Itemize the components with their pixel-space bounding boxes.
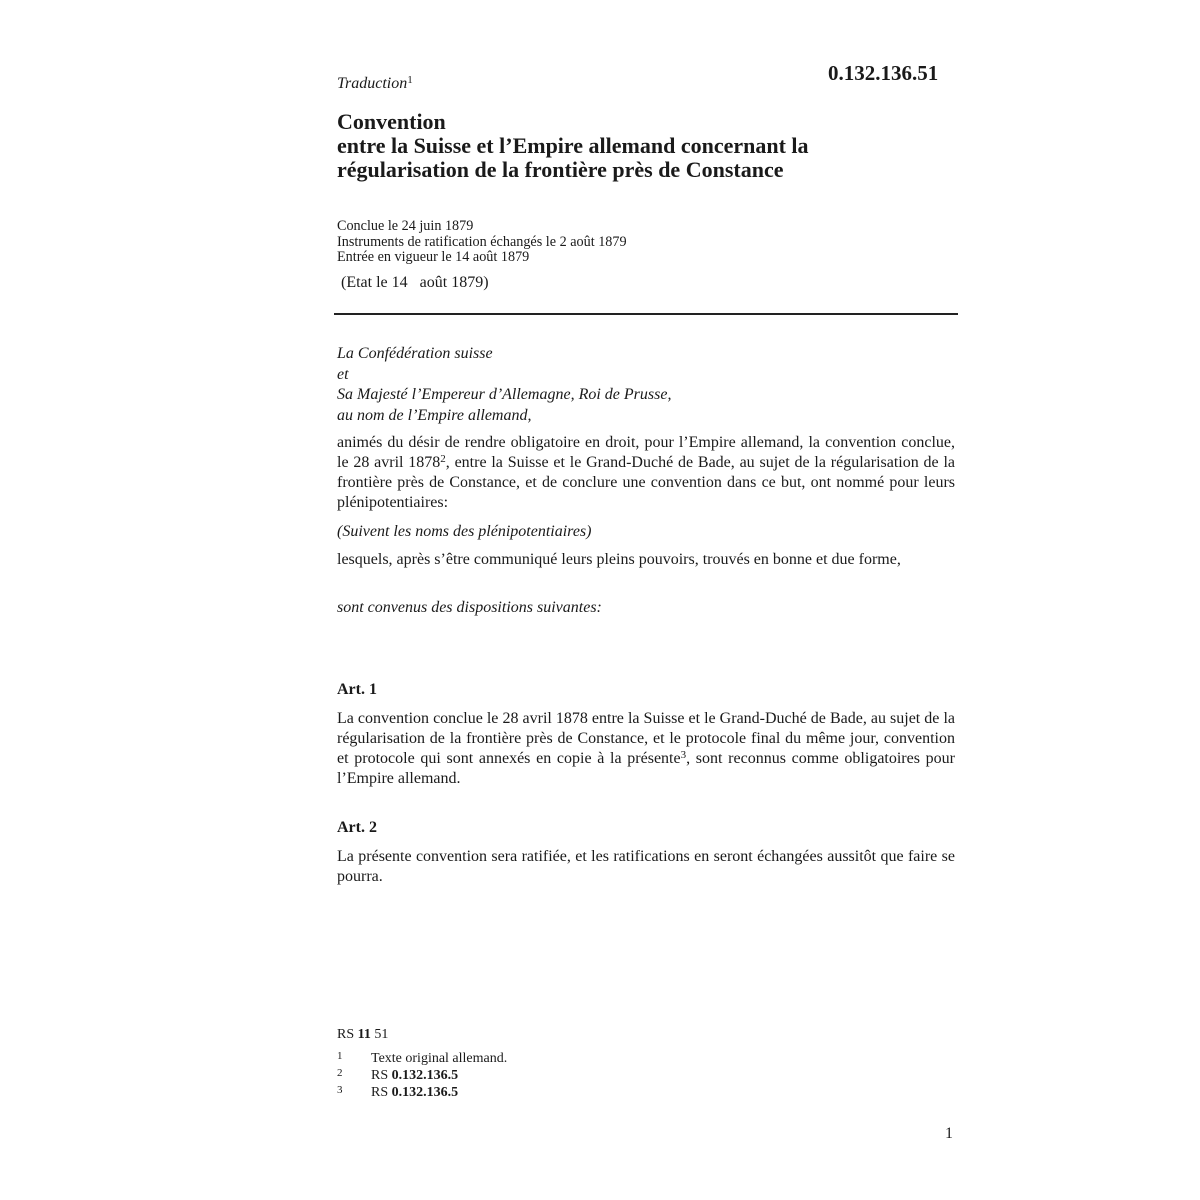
- translation-text: Traduction: [337, 75, 408, 92]
- article-1-text-part-2: , sont reconnus comme obligatoires pour l’Empire allemand.: [337, 750, 955, 787]
- document-number: 0.132.136.51: [828, 61, 939, 85]
- plenipotentiaries-note: (Suivent les noms des plénipotentiaires): [337, 523, 592, 540]
- document-title: [337, 110, 957, 182]
- footnote-3: [337, 1082, 458, 1101]
- rs-volume: 11: [357, 1027, 371, 1042]
- agreed-provisions: sont convenus des dispositions suivantes:: [337, 599, 602, 616]
- powers-paragraph: lesquels, après s’être communiqué leurs pleins pouvoirs, trouvés en bonne et due forme,: [337, 551, 901, 568]
- footnote-number: 3: [337, 1084, 343, 1096]
- party-line-4: au nom de l’Empire allemand,: [337, 406, 532, 424]
- rs-reference: [337, 1027, 388, 1043]
- footnote-rs-link[interactable]: 0.132.136.5: [391, 1085, 459, 1100]
- preamble-text-2: , entre la Suisse et le Grand-Duché de Bade, au sujet de la régularisation de la frontière près de Constance, et de conclure une convention dans ce but, ont nommé pour leurs plénipotentiaires:: [337, 454, 955, 511]
- ratification-date: Instruments de ratification échangés le 2 août 1879: [337, 233, 627, 250]
- article-1-text-part-1: La convention conclue le 28 avril 1878 entre la Suisse et le Grand-Duché de Bade, au sujet de la régularisation de la frontière près de Constance, et le protocole final du même jour, convention et protocole qui sont annexés en copie à la présente: [337, 710, 955, 767]
- preamble-text-1: animés du désir de rendre obligatoire en droit, pour l’Empire allemand, la convention conclue, le 28 avril 1878: [337, 434, 955, 471]
- in-force-date: Entrée en vigueur le 14 août 1879: [337, 249, 530, 265]
- article-1-heading: Art. 1: [337, 681, 377, 698]
- article-1-text: [337, 709, 955, 789]
- footnote-text: RS: [371, 1068, 392, 1083]
- title-line-2: entre la Suisse et l’Empire allemand concernant la: [337, 133, 809, 158]
- concluded-date: Conclue le 24 juin 1879: [337, 218, 474, 234]
- title-line-3: régularisation de la frontière près de Constance: [337, 157, 784, 182]
- article-2-text: La présente convention sera ratifiée, et les ratifications en seront échangées aussitôt que faire se pourra.: [337, 848, 955, 885]
- page-number: 1: [945, 1125, 953, 1142]
- footnote-rs-link[interactable]: 0.132.136.5: [391, 1068, 459, 1083]
- footnote-number: 2: [337, 1067, 343, 1079]
- article-2-heading: Art. 2: [337, 819, 377, 836]
- preamble-paragraph: [337, 433, 955, 513]
- title-line-1: Convention: [337, 109, 446, 134]
- translation-label: [337, 74, 413, 93]
- document-dates: [337, 219, 627, 266]
- footnote-text: RS: [371, 1085, 392, 1100]
- contracting-parties: [337, 344, 671, 426]
- footnote-ref-3[interactable]: 3: [680, 749, 687, 761]
- footnote-number: 1: [337, 1050, 343, 1062]
- rs-page: 51: [370, 1027, 389, 1042]
- party-line-1: La Confédération suisse: [337, 345, 493, 362]
- party-line-2: et: [337, 365, 349, 383]
- status-date: (Etat le 14 août 1879): [341, 274, 489, 291]
- rs-prefix: RS: [337, 1027, 358, 1042]
- footnote-ref-2[interactable]: 2: [440, 453, 446, 465]
- footnote-text: Texte original allemand.: [371, 1051, 508, 1066]
- header-divider: [334, 313, 958, 315]
- party-line-3: Sa Majesté l’Empereur d’Allemagne, Roi de Prusse,: [337, 386, 672, 403]
- footnote-ref-1[interactable]: 1: [407, 74, 413, 86]
